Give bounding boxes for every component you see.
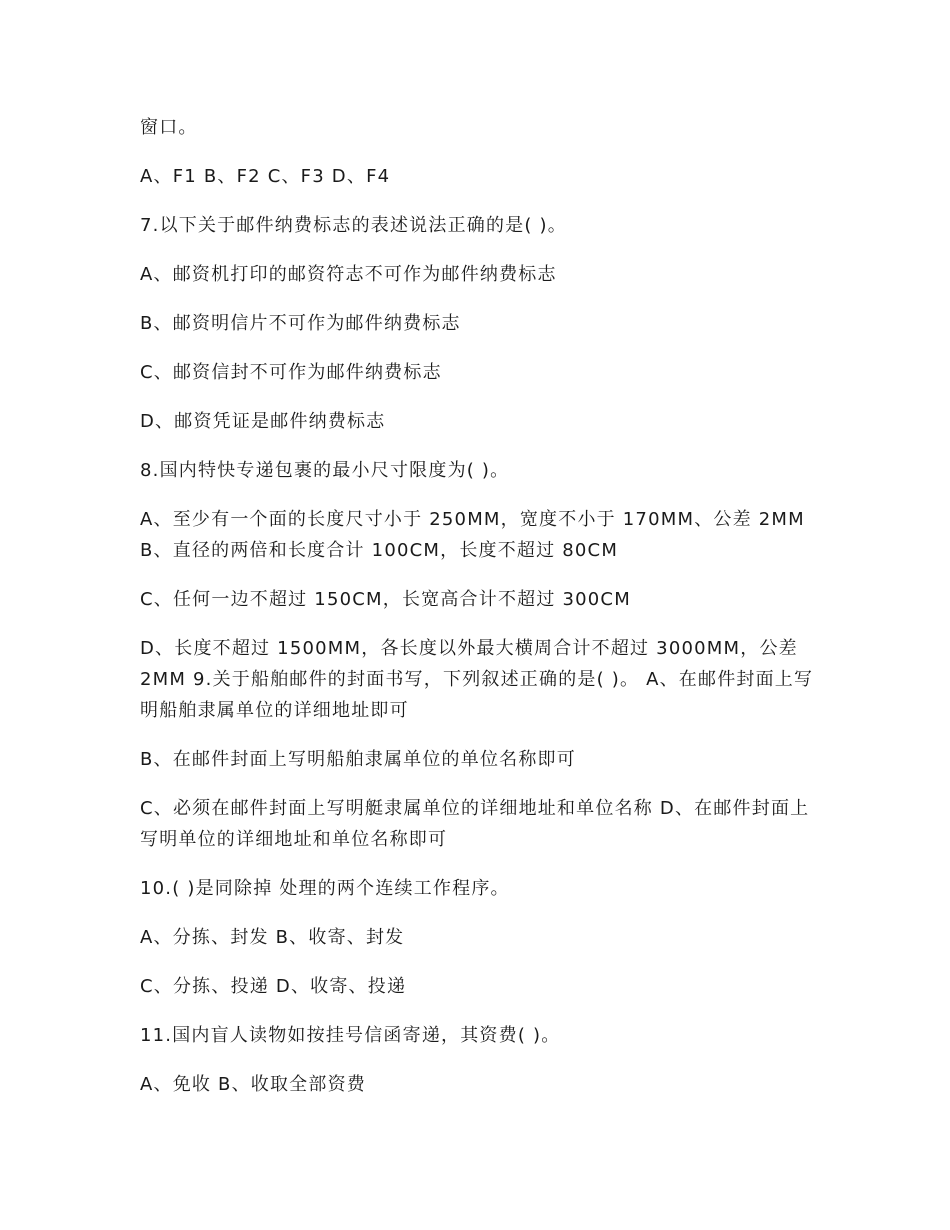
option-a: A、邮资机打印的邮资符志不可作为邮件纳费标志 <box>140 264 557 285</box>
answer-options: A、F1 B、F2 C、F3 D、F4 <box>140 166 391 187</box>
option-a-b: A、分拣、封发 B、收寄、封发 <box>140 927 405 948</box>
option-a-b: A、免收 B、收取全部资费 <box>140 1074 366 1095</box>
question-10: 10.( )是同除掉 处理的两个连续工作程序。 <box>140 878 510 899</box>
option-a-b: A、至少有一个面的长度尺寸小于 250MM，宽度不小于 170MM、公差 2MM B、直径的两倍和长度合计 100CM，长度不超过 80CM <box>140 509 805 561</box>
option-c-d: C、分拣、投递 D、收寄、投递 <box>140 976 407 997</box>
question-8: 8.国内特快专递包裹的最小尺寸限度为( )。 <box>140 460 510 481</box>
text-paragraph: 窗口。 <box>140 117 198 138</box>
option-d-question-9: D、长度不超过 1500MM，各长度以外最大横周合计不超过 3000MM，公差 2MM 9.关于船舶邮件的封面书写，下列叙述正确的是( )。 A、在邮件封面上写明船舶隶属单位的详细地址即可 <box>140 638 814 721</box>
option-c: C、邮资信封不可作为邮件纳费标志 <box>140 362 442 383</box>
question-7: 7.以下关于邮件纳费标志的表述说法正确的是( )。 <box>140 215 567 236</box>
question-11: 11.国内盲人读物如按挂号信函寄递，其资费( )。 <box>140 1025 561 1046</box>
document-page <box>140 112 815 1118</box>
option-b: B、邮资明信片不可作为邮件纳费标志 <box>140 313 461 334</box>
option-c: C、任何一边不超过 150CM，长宽高合计不超过 300CM <box>140 589 631 610</box>
option-c-d: C、必须在邮件封面上写明艇隶属单位的详细地址和单位名称 D、在邮件封面上写明单位的详细地址和单位名称即可 <box>140 798 810 850</box>
option-b: B、在邮件封面上写明船舶隶属单位的单位名称即可 <box>140 749 576 770</box>
option-d: D、邮资凭证是邮件纳费标志 <box>140 411 386 432</box>
